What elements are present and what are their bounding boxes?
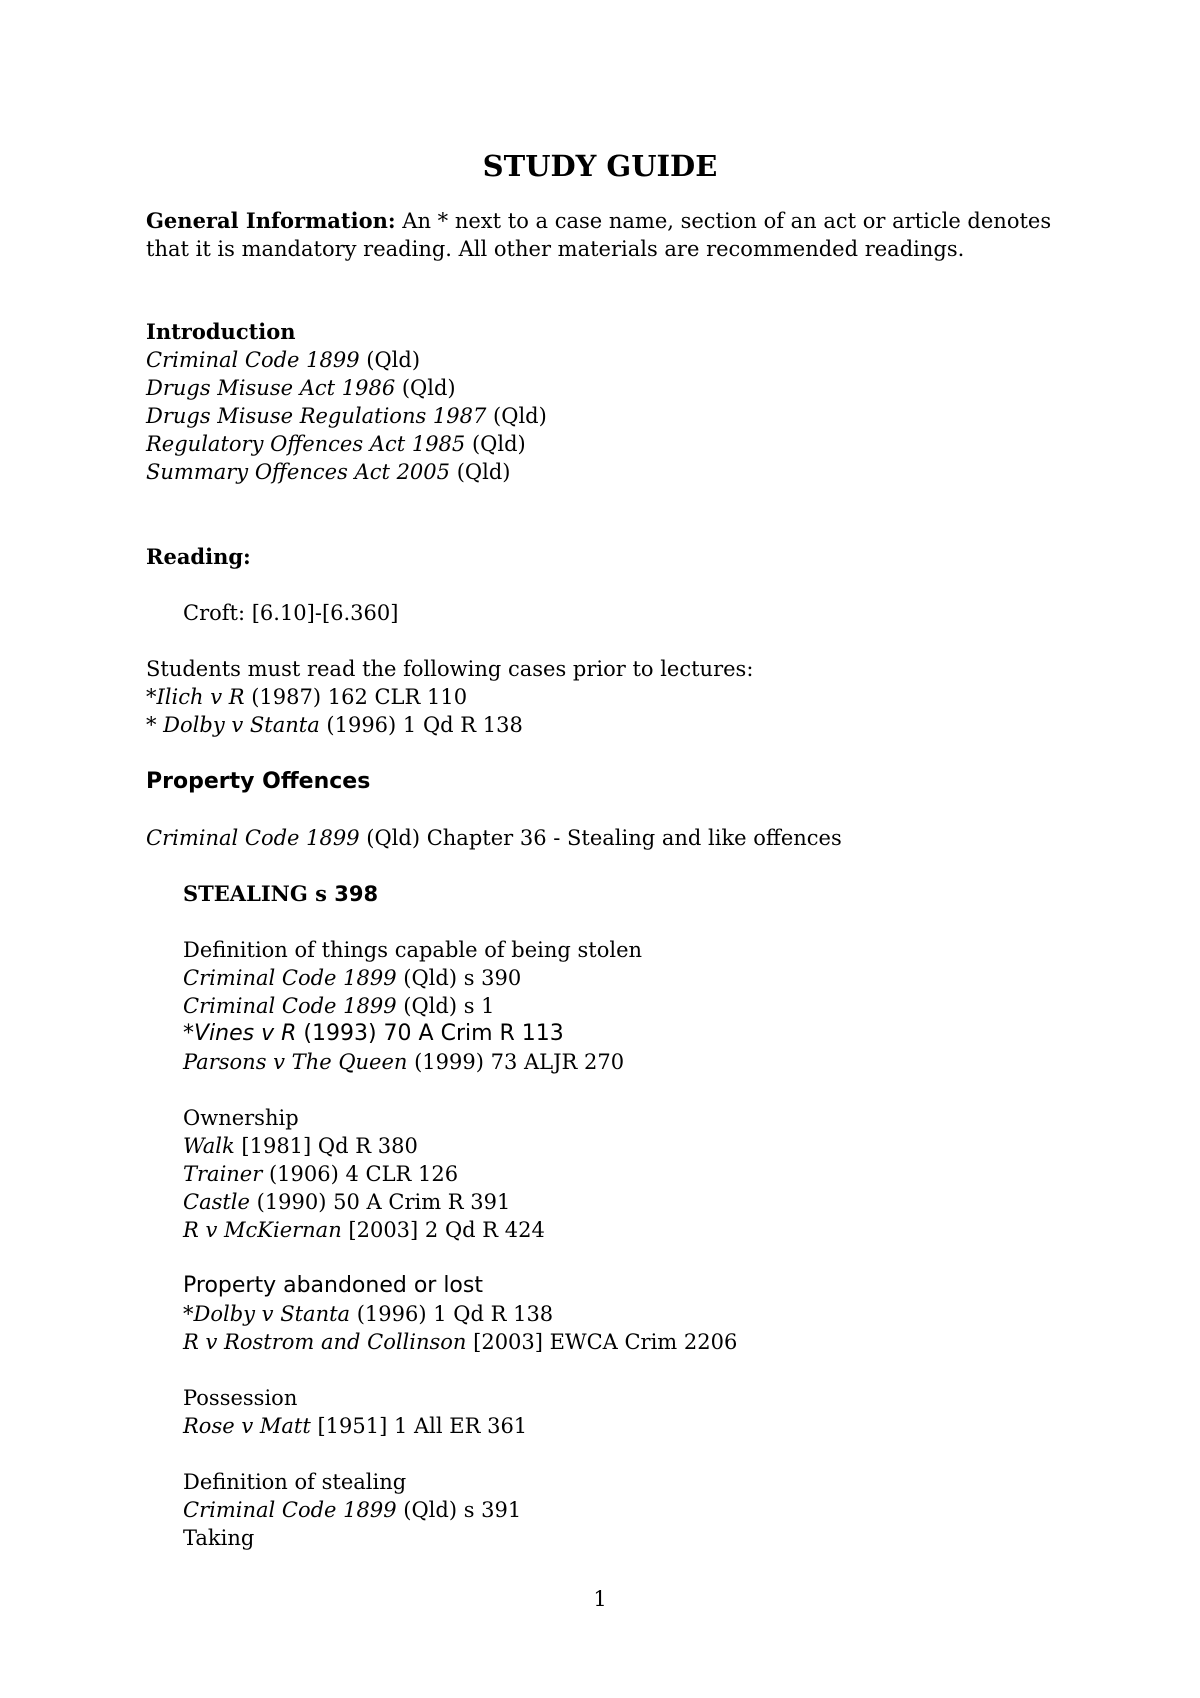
- act-item: Drugs Misuse Regulations 1987 (Qld): [146, 404, 547, 428]
- act-item: Summary Offences Act 2005 (Qld): [146, 460, 511, 484]
- case-item: R v Rostrom and Collinson [2003] EWCA Crim 2206: [183, 1330, 738, 1354]
- stealing-heading: STEALING s 398: [183, 881, 379, 906]
- case-item: *Vines v R (1993) 70 A Crim R 113: [183, 1021, 564, 1046]
- introduction-heading: Introduction: [146, 319, 296, 344]
- case-item: * Dolby v Stanta (1996) 1 Qd R 138: [146, 713, 523, 737]
- act-item: Criminal Code 1899 (Qld): [146, 348, 421, 372]
- case-item: *Dolby v Stanta (1996) 1 Qd R 138: [183, 1302, 554, 1326]
- case-item: Castle (1990) 50 A Crim R 391: [183, 1190, 511, 1214]
- abandoned-heading: Property abandoned or lost: [183, 1273, 483, 1298]
- case-item: Rose v Matt [1951] 1 All ER 361: [183, 1414, 528, 1438]
- case-item: *Ilich v R (1987) 162 CLR 110: [146, 685, 468, 709]
- page-title: STUDY GUIDE: [482, 149, 718, 183]
- reading-instructions: Students must read the following cases prior to lectures:: [146, 657, 754, 681]
- stealing-definition-heading: Definition of stealing: [183, 1470, 407, 1494]
- case-item: Parsons v The Queen (1999) 73 ALJR 270: [183, 1050, 625, 1074]
- general-information: [146, 207, 1076, 263]
- act-item: Regulatory Offences Act 1985 (Qld): [146, 432, 526, 456]
- case-item: Criminal Code 1899 (Qld) s 390: [183, 966, 522, 990]
- property-offences-section: [146, 768, 842, 1552]
- possession-heading: Possession: [183, 1386, 298, 1410]
- case-item: R v McKiernan [2003] 2 Qd R 424: [183, 1218, 545, 1242]
- taking-heading: Taking: [183, 1526, 255, 1550]
- case-item: Criminal Code 1899 (Qld) s 1: [183, 994, 495, 1018]
- case-item: Trainer (1906) 4 CLR 126: [183, 1162, 459, 1186]
- chapter-reference: Criminal Code 1899 (Qld) Chapter 36 - Stealing and like offences: [146, 826, 842, 850]
- property-offences-heading: Property Offences: [146, 769, 371, 794]
- reading-heading: Reading:: [146, 544, 251, 569]
- case-item: Walk [1981] Qd R 380: [183, 1134, 418, 1158]
- croft-reference: Croft: [6.10]-[6.360]: [183, 601, 399, 625]
- act-item: Drugs Misuse Act 1986 (Qld): [146, 376, 456, 400]
- reading-section: [146, 543, 753, 739]
- definition-heading: Definition of things capable of being stolen: [183, 938, 643, 962]
- introduction-section: [146, 318, 547, 486]
- case-item: Criminal Code 1899 (Qld) s 391: [183, 1498, 522, 1522]
- general-information-label: General Information:: [146, 208, 396, 233]
- general-information-text: An * next to a case name, section of an act or article denotes that it is mandatory reading. All other materials are recommended readings.: [146, 209, 1052, 261]
- ownership-heading: Ownership: [183, 1106, 299, 1130]
- page-number: 1: [593, 1587, 607, 1611]
